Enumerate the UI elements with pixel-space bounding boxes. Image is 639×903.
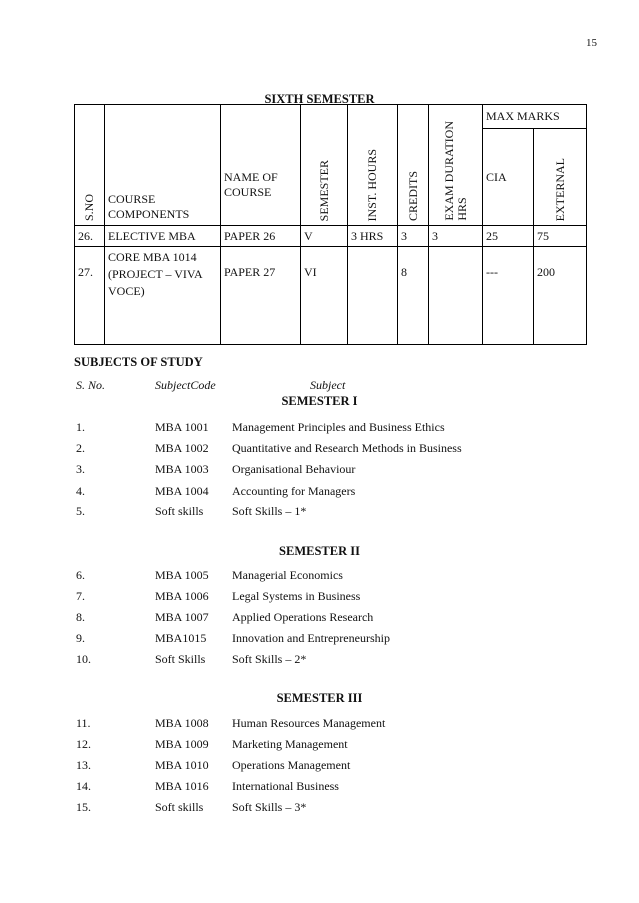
- header-semester: SEMESTER: [301, 105, 348, 226]
- header-sno: S.NO: [75, 105, 105, 226]
- header-exam-duration: EXAM DURATION HRS: [429, 105, 483, 226]
- list-header-code: SubjectCode: [155, 378, 216, 392]
- table-row: 26. ELECTIVE MBA PAPER 26 V 3 HRS 3 3 25 75: [75, 226, 587, 247]
- table-title: SIXTH SEMESTER: [264, 92, 375, 106]
- list-header-sno: S. No.: [76, 378, 106, 392]
- semester-title: SEMESTER II: [279, 544, 360, 558]
- header-credits: CREDITS: [398, 105, 429, 226]
- course-table: [74, 104, 587, 345]
- header-cia: CIA: [483, 129, 534, 226]
- header-course-components: COURSE COMPONENTS: [105, 105, 221, 226]
- header-name-of-course: NAME OF COURSE: [221, 105, 301, 226]
- header-external: EXTERNAL: [534, 129, 587, 226]
- subjects-heading: SUBJECTS OF STUDY: [74, 355, 203, 369]
- page-number: 15: [586, 37, 597, 49]
- semester-title: SEMESTER III: [276, 691, 363, 705]
- header-max-marks: MAX MARKS: [483, 105, 587, 129]
- list-header-subject: Subject: [310, 378, 346, 392]
- table-row: 27. CORE MBA 1014 (PROJECT – VIVA VOCE) PAPER 27 VI 8 --- 200: [75, 247, 587, 345]
- header-inst-hours: INST. HOURS: [348, 105, 398, 226]
- semester-title: SEMESTER I: [281, 394, 358, 408]
